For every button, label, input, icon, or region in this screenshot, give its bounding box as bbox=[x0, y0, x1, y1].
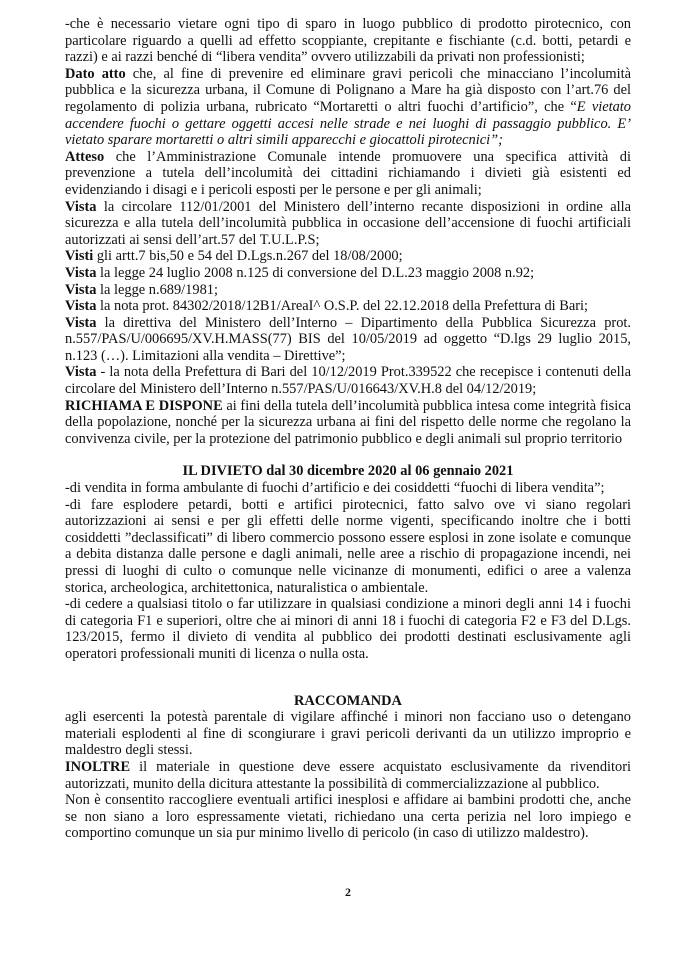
paragraph-text: che, al fine di prevenire ed eliminare gravi pericoli che minacciano l’incolumità pubblica e la sicurezza urbana, il Comune di Polignano a Mare ha già disposto con l’art.76 del regolamento di polizia urbana, rubricato “Mortaretti o altri fuochi d’artificio”, che “ bbox=[65, 65, 631, 115]
paragraph-vista-nota-2019 bbox=[65, 364, 631, 397]
paragraph-vietare bbox=[65, 16, 631, 66]
paragraph-lead: Vista bbox=[65, 364, 97, 381]
paragraph-vista-circolare bbox=[65, 199, 631, 249]
paragraph-vista-nota-prefettura bbox=[65, 298, 631, 315]
document-page bbox=[65, 16, 631, 842]
paragraph-text: la legge 24 luglio 2008 n.125 di conversione del D.L.23 maggio 2008 n.92; bbox=[96, 264, 535, 281]
non-consentito-paragraph: Non è consentito raccogliere eventuali artifici inesplosi e affidare ai bambini prodotti che, anche se non siano a loro espressamente vietati, richiedano una certa perizia nel loro impiego e comportino comunque un sia pur minimo livello di pericolo (in caso di utilizzo maldestro). bbox=[65, 792, 631, 842]
paragraph-vista-legge-125 bbox=[65, 265, 631, 282]
paragraph-lead: RICHIAMA E DISPONE bbox=[65, 397, 223, 414]
paragraph-lead: Vista bbox=[65, 298, 97, 315]
paragraph-lead: Vista bbox=[65, 264, 97, 281]
paragraph-lead: Atteso bbox=[65, 148, 105, 165]
divieto-heading: IL DIVIETO dal 30 dicembre 2020 al 06 gennaio 2021 bbox=[182, 463, 514, 480]
paragraph-vista-legge-689 bbox=[65, 282, 631, 299]
divieto-item: -di fare esplodere petardi, botti e artifici pirotecnici, fatto salvo ove vi siano regolari autorizzazioni ai sensi e per gli effetti delle norme vigenti, specificando inoltre che i botti cosiddetti ”declassificati” di libero commercio possono essere esplosi in zone isolate e comunque a debita distanza dalle persone e dagli animali, nelle aree a rischio di propagazione incendi, nei pressi di luoghi di culto o comunque nelle vicinanze di monumenti, edifici o aree a valenza storica, archeologica, architettonica, naturalistica o ambientale. bbox=[65, 496, 631, 596]
paragraph-richiama bbox=[65, 398, 631, 448]
paragraph-vista-direttiva bbox=[65, 315, 631, 365]
paragraph-text: la legge n.689/1981; bbox=[96, 281, 218, 298]
paragraph-text: la nota prot. 84302/2018/12B1/AreaI^ O.S.P. del 22.12.2018 della Prefettura di Bari; bbox=[96, 298, 589, 315]
inoltre-paragraph bbox=[65, 759, 631, 792]
paragraph-lead: Visti bbox=[65, 248, 94, 265]
paragraph-text: gli artt.7 bis,50 e 54 del D.Lgs.n.267 del 18/08/2000; bbox=[93, 248, 403, 265]
paragraph-text: -che è necessario vietare ogni tipo di sparo in luogo pubblico di prodotto pirotecnico, con particolare riguardo a quelli ad effetto scoppiante, crepitante e fischiante (c.d. botti, petardi e razzi) e ai razzi benché di “libera vendita” ovvero utilizzabili da privati non professionisti; bbox=[65, 16, 631, 66]
paragraph-text: ai fini della tutela dell’incolumità pubblica intesa come integrità fisica della popolazione, nonché per la sicurezza urbana ai fini del rispetto delle norme che regolano la convivenza civile, per la protezione del patrimonio pubblico e degli animali sul proprio territorio bbox=[65, 397, 631, 447]
paragraph-text: il materiale in questione deve essere acquistato esclusivamente da rivenditori autorizzati, munito della dicitura attestante la possibilità di commercializzazione al pubblico. bbox=[65, 758, 631, 792]
spacer bbox=[65, 678, 631, 693]
paragraph-text: - la nota della Prefettura di Bari del 10/12/2019 Prot.339522 che recepisce i contenuti della circolare del Ministero dell’Interno n.557/PAS/U/016643/XV.H.8 del 04/12/2019; bbox=[65, 364, 631, 398]
divieto-item: -di vendita in forma ambulante di fuochi d’artificio e dei cosiddetti “fuochi di libera vendita”; bbox=[65, 480, 605, 497]
paragraph-text: la circolare 112/01/2001 del Ministero dell’interno recante disposizioni in ordine alla sicurezza e alla tutela dell’incolumità pubblica in occasione dell’accensione di fuochi artificiali autorizzati ai sensi dell’art.57 del T.U.L.P.S; bbox=[65, 198, 631, 248]
paragraph-lead: INOLTRE bbox=[65, 758, 131, 775]
paragraph-atteso bbox=[65, 149, 631, 199]
paragraph-dato-atto bbox=[65, 66, 631, 149]
divieto-item: -di cedere a qualsiasi titolo o far utilizzare in qualsiasi condizione a minori degli anni 14 i fuochi di categoria F1 e superiori, oltre che ai minori di anni 18 i fuochi di categoria F2 e F3 del D.Lgs. 123/2015, fermo il divieto di vendita al pubblico dei prodotti destinati esclusivamente agli operatori professionali muniti di licenza o nulla osta. bbox=[65, 596, 631, 662]
paragraph-lead: Dato atto bbox=[65, 65, 126, 82]
raccomanda-heading: RACCOMANDA bbox=[294, 692, 402, 709]
spacer bbox=[65, 663, 631, 678]
spacer bbox=[65, 447, 631, 463]
paragraph-lead: Vista bbox=[65, 314, 97, 331]
paragraph-text: la direttiva del Ministero dell’Interno – Dipartimento della Pubblica Sicurezza prot. n.557/PAS/U/006695/XV.H.MASS(77) BIS del 10/05/2019 ad oggetto “D.lgs 29 luglio 2015, n.123 (…). Limitazioni alla vendita – Direttive”; bbox=[65, 314, 631, 364]
paragraph-visti-artt bbox=[65, 248, 631, 265]
raccomanda-paragraph: agli esercenti la potestà parentale di vigilare affinché i minori non facciano uso o detengano materiali esplodenti al fine di scongiurare i gravi pericoli derivanti da un utilizzo improprio e maldestro degli stessi. bbox=[65, 709, 631, 759]
page-number: 2 bbox=[345, 885, 351, 899]
paragraph-text: che l’Amministrazione Comunale intende promuovere una specifica attività di prevenzione a tutela dell’incolumità dei cittadini richiamando i divieti già esistenti ed evidenziando i disagi e i pericoli esposti per le persone e per gli animali; bbox=[65, 148, 631, 198]
regulation-quote: E vietato accendere fuochi o gettare oggetti accesi nelle strade e nei luoghi di passaggio pubblico. E’ vietato sparare mortaretti o altri simili apparecchi e giocattoli pirotecnici”; bbox=[65, 98, 631, 149]
paragraph-lead: Vista bbox=[65, 198, 97, 215]
paragraph-lead: Vista bbox=[65, 281, 97, 298]
